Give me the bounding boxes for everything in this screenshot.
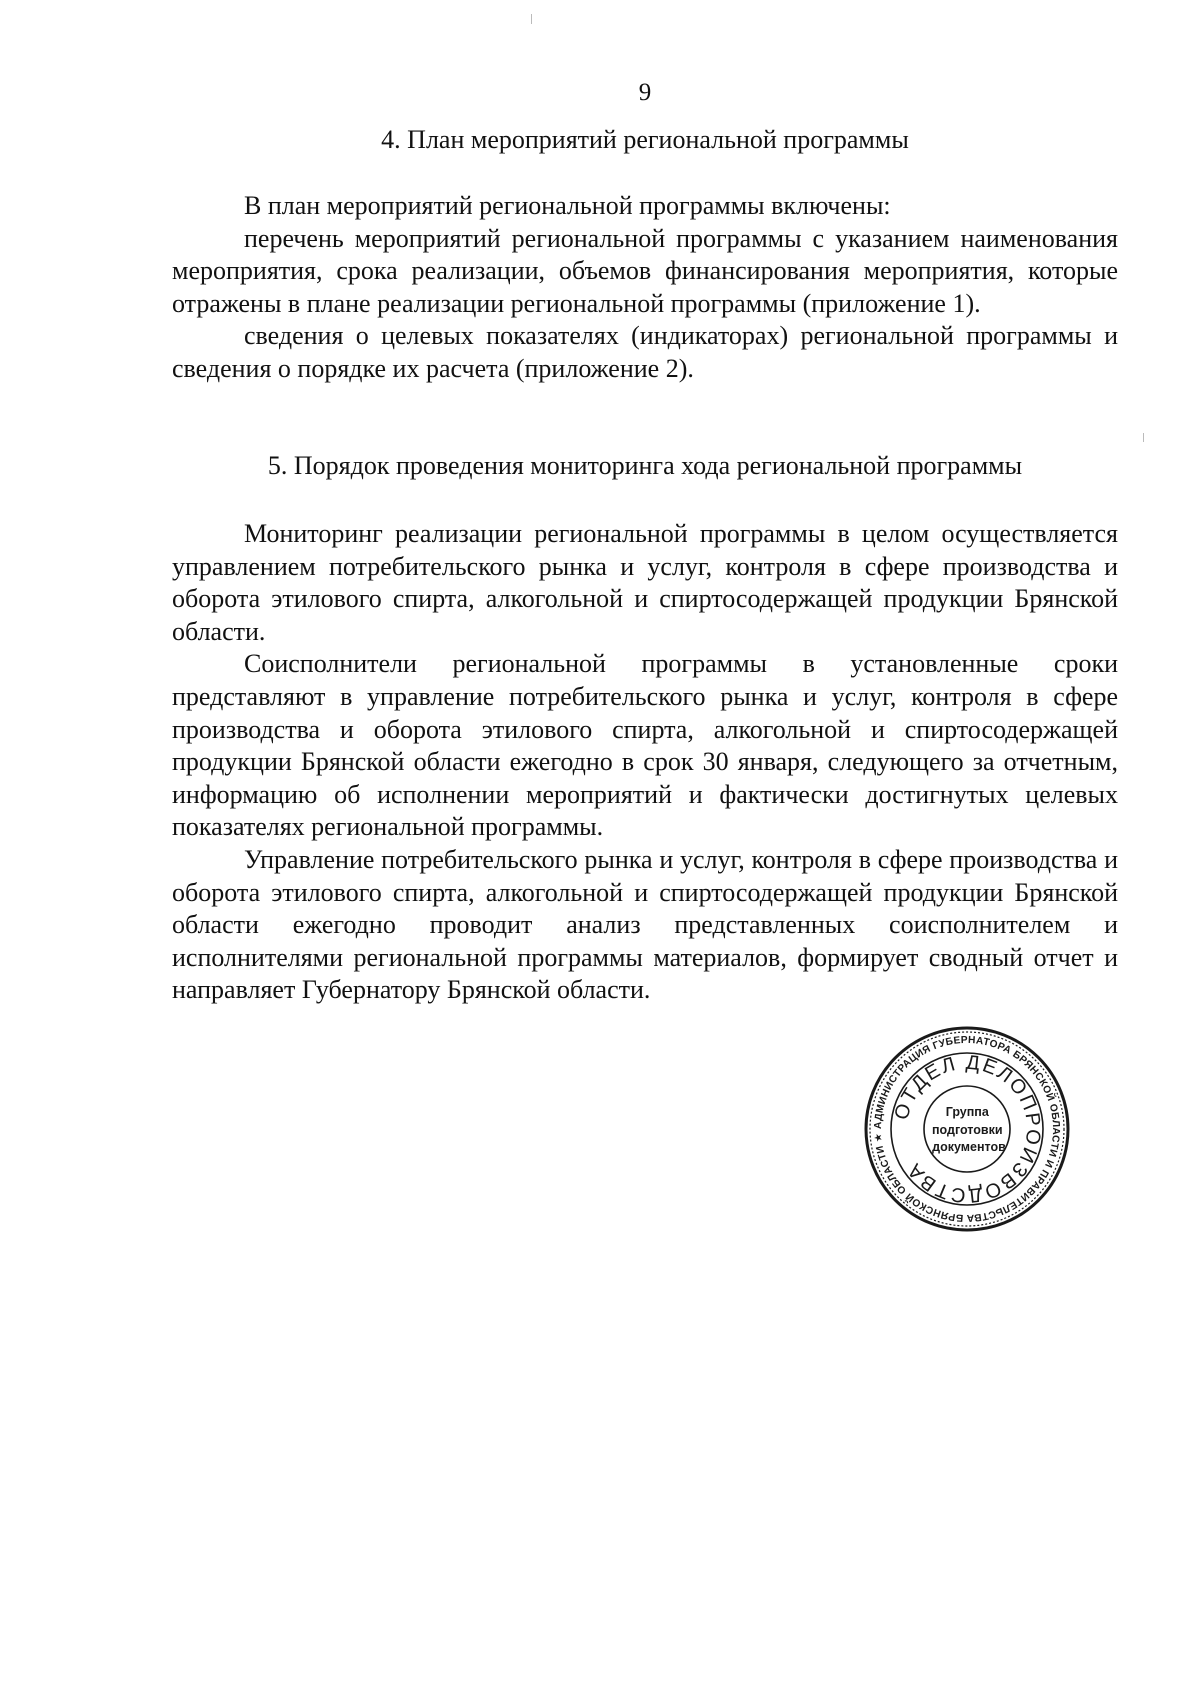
section-4-paragraph: перечень мероприятий региональной программы с указанием наименования мероприятия, срока реализации, объемов финансирования мероприятия, которые отражены в плане реализации региональной программы (приложение 1). xyxy=(172,223,1118,318)
stamp-outer-text: АДМИНИСТРАЦИЯ ГУБЕРНАТОРА БРЯНСКОЙ ОБЛАСТИ И ПРАВИТЕЛЬСТВА БРЯНСКОЙ ОБЛАСТИ ★ xyxy=(872,1034,1062,1224)
section-4-paragraph: сведения о целевых показателях (индикаторах) региональной программы и сведения о порядке их расчета (приложение 2). xyxy=(172,321,1118,383)
section-5-body xyxy=(172,518,1118,1007)
scan-artifact xyxy=(531,14,532,24)
stamp-graphic xyxy=(862,1024,1072,1234)
page-number: 9 xyxy=(638,79,652,106)
stamp-middle-text: ОТДЕЛ ДЕЛОПРОИЗВОДСТВА xyxy=(890,1051,1045,1207)
official-stamp xyxy=(862,1024,1072,1234)
section-4-body xyxy=(172,190,1118,386)
stamp-center-text: Группа подготовки документов xyxy=(931,1105,1006,1154)
section-4-paragraph: В план мероприятий региональной программы включены: xyxy=(244,191,891,220)
section-5-heading: 5. Порядок проведения мониторинга хода региональной программы xyxy=(267,451,1023,480)
section-5-paragraph: Управление потребительского рынка и услуг, контроля в сфере производства и оборота этилового спирта, алкогольной и спиртосодержащей продукции Брянской области ежегодно проводит анализ представленных соисполнителем и исполнителями региональной программы материалов, формирует сводный отчет и направляет Губернатору Брянской области. xyxy=(172,844,1118,1005)
section-4-heading: 4. План мероприятий региональной программы xyxy=(381,125,909,154)
section-5-paragraph: Мониторинг реализации региональной программы в целом осуществляется управлением потребительского рынка и услуг, контроля в сфере производства и оборота этилового спирта, алкогольной и спиртосодержащей продукции Брянской области. xyxy=(172,519,1118,646)
scan-artifact xyxy=(1143,433,1144,442)
section-5-paragraph: Соисполнители региональной программы в установленные сроки представляют в управление потребительского рынка и услуг, контроля в сфере производства и оборота этилового спирта, алкогольной и спиртосодержащей продукции Брянской области ежегодно в срок 30 января, следующего за отчетным, информацию об исполнении мероприятий и фактически достигнутых целевых показателях региональной программы. xyxy=(172,649,1118,842)
